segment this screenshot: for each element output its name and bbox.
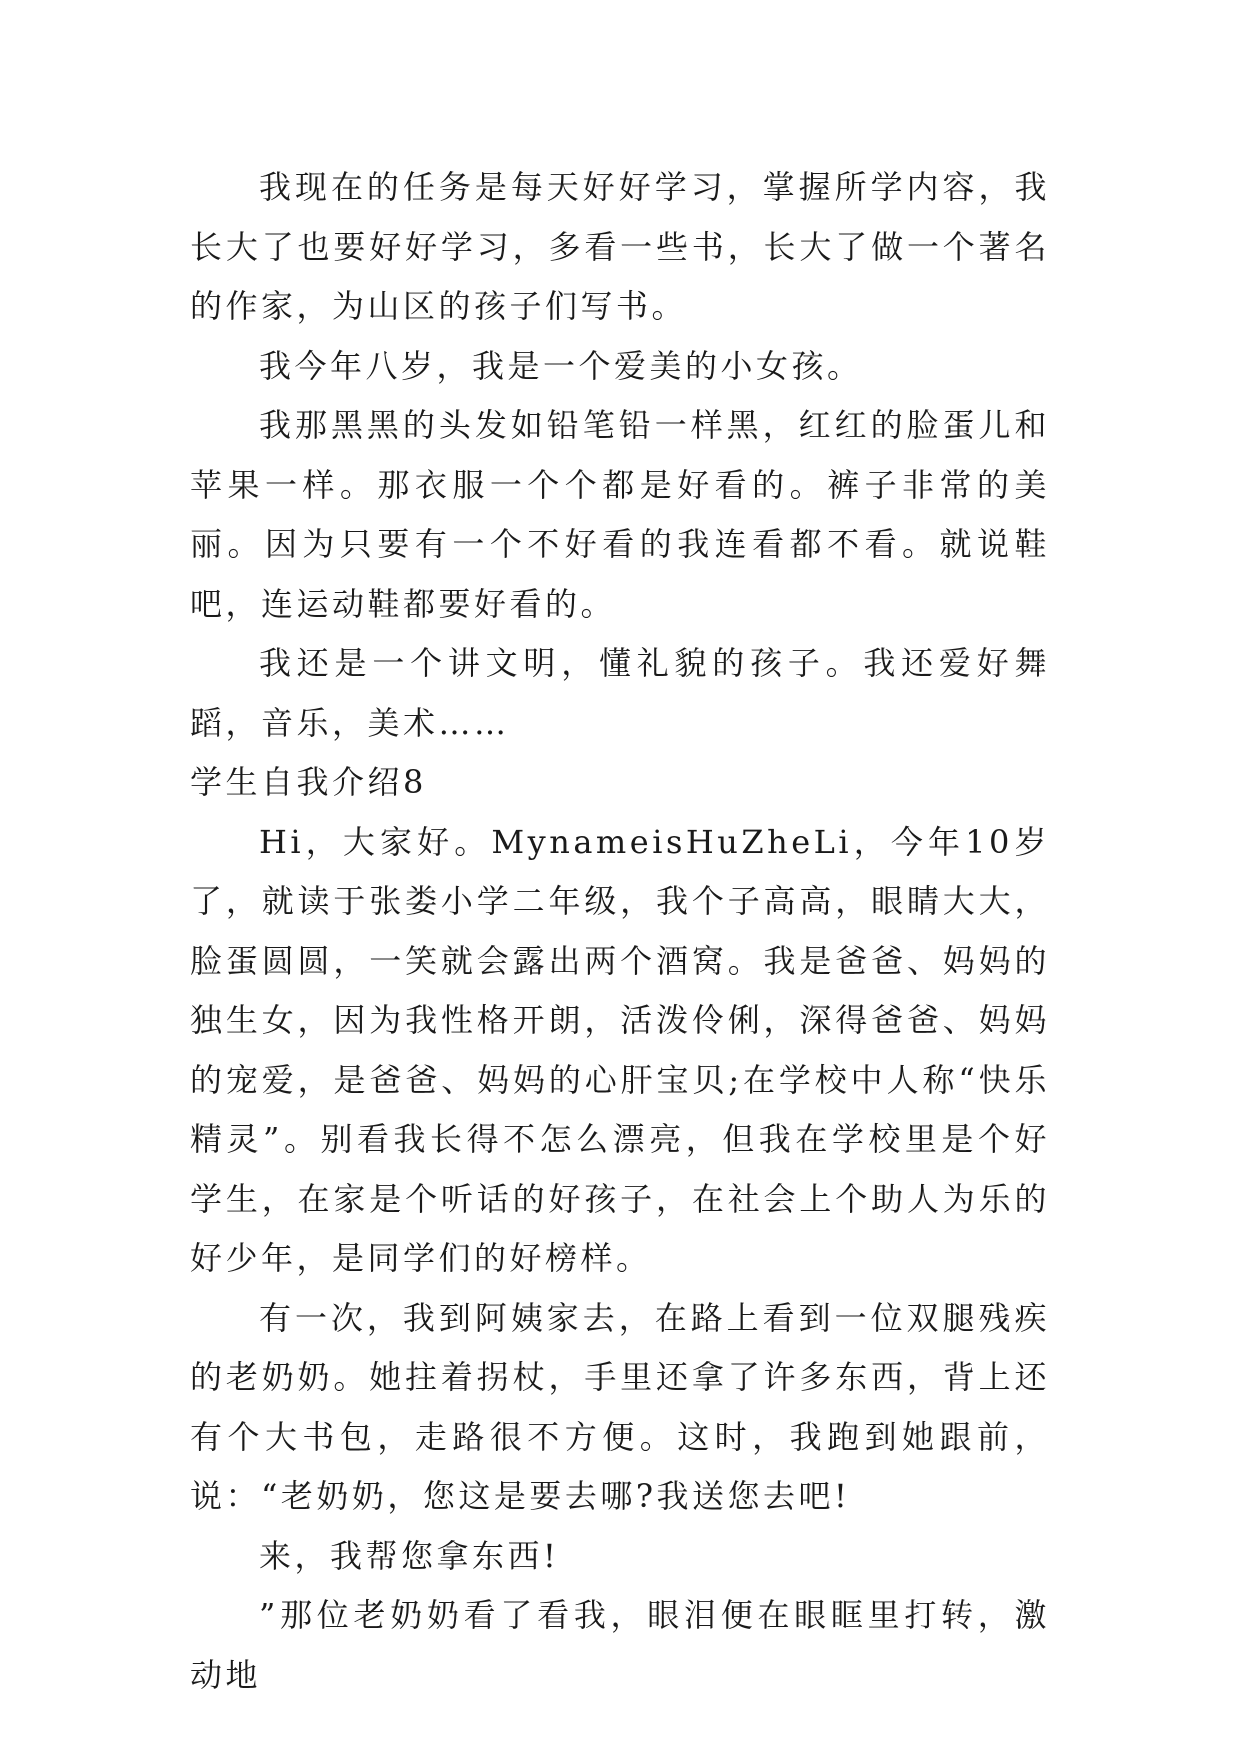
paragraph: 来，我帮您拿东西! bbox=[259, 1536, 560, 1575]
document-body bbox=[190, 158, 1050, 1705]
paragraph: Hi，大家好。MynameisHuZheLi，今年10岁了，就读于张娄小学二年级，我个子高高，眼睛大大，脸蛋圆圆，一笑就会露出两个酒窝。我是爸爸、妈妈的独生女，因为我性格开朗，活泼伶俐，深得爸爸、妈妈的宠爱，是爸爸、妈妈的心肝宝贝;在学校中人称“快乐精灵”。别看我长得不怎么漂亮，但我在学校里是个好学生，在家是个听话的好孩子，在社会上个助人为乐的好少年，是同学们的好榜样。 bbox=[190, 822, 1050, 1277]
paragraph: 我还是一个讲文明，懂礼貌的孩子。我还爱好舞蹈，音乐，美术…… bbox=[190, 644, 1050, 742]
paragraph: 我今年八岁，我是一个爱美的小女孩。 bbox=[259, 346, 863, 385]
paragraph: 我现在的任务是每天好好学习，掌握所学内容，我长大了也要好好学习，多看一些书，长大了做一个著名的作家，为山区的孩子们写书。 bbox=[190, 168, 1050, 325]
section-heading: 学生自我介绍8 bbox=[190, 763, 427, 801]
paragraph: ”那位老奶奶看了看我，眼泪便在眼眶里打转，激动地 bbox=[190, 1596, 1050, 1694]
paragraph: 我那黑黑的头发如铅笔铅一样黑，红红的脸蛋儿和苹果一样。那衣服一个个都是好看的。裤子非常的美丽。因为只要有一个不好看的我连看都不看。就说鞋吧，连运动鞋都要好看的。 bbox=[190, 406, 1050, 623]
paragraph: 有一次，我到阿姨家去，在路上看到一位双腿残疾的老奶奶。她拄着拐杖，手里还拿了许多东西，背上还有个大书包，走路很不方便。这时，我跑到她跟前，说：“老奶奶，您这是要去哪?我送您去吧! bbox=[190, 1298, 1050, 1515]
